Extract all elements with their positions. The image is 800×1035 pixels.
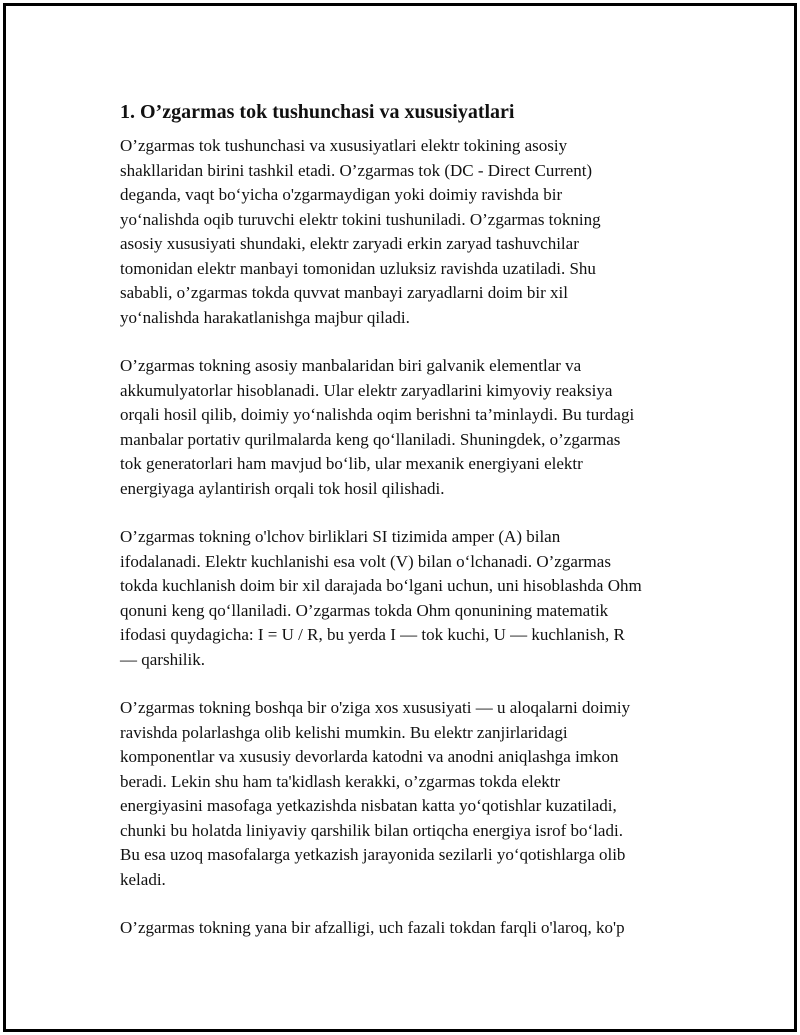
paragraph-5 bbox=[120, 916, 700, 941]
paragraph-2 bbox=[120, 354, 700, 501]
text-line: yo‘nalishda oqib turuvchi elektr tokini tushuniladi. O’zgarmas tokning bbox=[120, 209, 601, 229]
text-line: komponentlar va xususiy devorlarda katodni va anodni aniqlashga imkon bbox=[120, 747, 619, 766]
text-line: energiyaga aylantirish orqali tok hosil qilishadi. bbox=[120, 478, 445, 498]
text-line: shakllaridan birini tashkil etadi. O’zgarmas tok (DC - Direct Current) bbox=[120, 160, 593, 180]
section-title: 1. O’zgarmas tok tushunchasi va xususiyatlari bbox=[120, 101, 515, 123]
text-line: orqali hosil qilib, doimiy yo‘nalishda oqim berishni ta’minlaydi. Bu turdagi bbox=[120, 405, 635, 424]
text-line: manbalar portativ qurilmalarda keng qo‘llaniladi. Shuningdek, o’zgarmas bbox=[120, 429, 621, 449]
text-line: asosiy xususiyati shundaki, elektr zaryadi erkin zaryad tashuvchilar bbox=[120, 234, 579, 253]
text-line: qonuni keng qo‘llaniladi. O’zgarmas tokda Ohm qonunining matematik bbox=[120, 600, 609, 620]
text-line: sababli, o’zgarmas tokda quvvat manbayi zaryadlarni doim bir xil bbox=[120, 283, 569, 302]
paragraph-4 bbox=[120, 696, 700, 892]
text-line: O’zgarmas tokning asosiy manbalaridan biri galvanik elementlar va bbox=[120, 356, 582, 375]
text-line: yo‘nalishda harakatlanishga majbur qiladi. bbox=[120, 307, 410, 327]
text-line: tokda kuchlanish doim bir xil darajada bo‘lgani uchun, uni hisoblashda Ohm bbox=[120, 576, 642, 595]
text-line: ravishda polarlashga olib kelishi mumkin. Bu elektr zanjirlaridagi bbox=[120, 722, 568, 742]
paragraph-1 bbox=[120, 134, 700, 330]
text-line: — qarshilik. bbox=[120, 649, 205, 669]
text-line: keladi. bbox=[120, 869, 166, 889]
text-line: O’zgarmas tok tushunchasi va xususiyatlari elektr tokining asosiy bbox=[120, 136, 568, 155]
text-line: beradi. Lekin shu ham ta'kidlash kerakki, o’zgarmas tokda elektr bbox=[120, 771, 561, 791]
document-body bbox=[120, 98, 700, 965]
text-line: ifodalanadi. Elektr kuchlanishi esa volt (V) bilan o‘lchanadi. O’zgarmas bbox=[120, 551, 611, 571]
text-line: O’zgarmas tokning o'lchov birliklari SI tizimida amper (A) bilan bbox=[120, 527, 561, 546]
text-line: chunki bu holatda liniyaviy qarshilik bilan ortiqcha energiya isrof bo‘ladi. bbox=[120, 820, 623, 840]
text-line: Bu esa uzoq masofalarga yetkazish jarayonida sezilarli yo‘qotishlarga olib bbox=[120, 845, 626, 864]
text-line: akkumulyatorlar hisoblanadi. Ular elektr zaryadlarini kimyoviy reaksiya bbox=[120, 380, 613, 400]
text-line: tomonidan elektr manbayi tomonidan uzluksiz ravishda uzatiladi. Shu bbox=[120, 258, 596, 278]
text-line: deganda, vaqt bo‘yicha o'zgarmaydigan yoki doimiy ravishda bir bbox=[120, 185, 563, 204]
text-line: O’zgarmas tokning yana bir afzalligi, uch fazali tokdan farqli o'laroq, ko'p bbox=[120, 918, 625, 937]
text-line: energiyasini masofaga yetkazishda nisbatan katta yo‘qotishlar kuzatiladi, bbox=[120, 796, 617, 815]
paragraph-3 bbox=[120, 525, 700, 672]
page-frame bbox=[3, 3, 797, 1032]
text-line: ifodasi quydagicha: I = U / R, bu yerda I — tok kuchi, U — kuchlanish, R bbox=[120, 625, 625, 644]
text-line: tok generatorlari ham mavjud bo‘lib, ular mexanik energiyani elektr bbox=[120, 454, 583, 473]
text-line: O’zgarmas tokning boshqa bir o'ziga xos xususiyati — u aloqalarni doimiy bbox=[120, 698, 631, 717]
